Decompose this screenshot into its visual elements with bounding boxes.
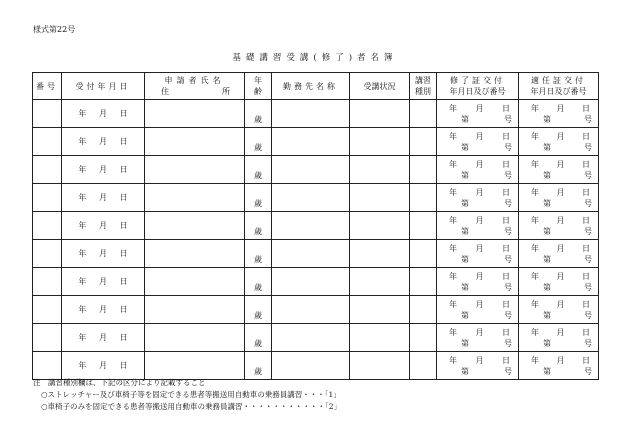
workplace-cell[interactable] [272,212,350,240]
qualification-cert-cell[interactable] [519,184,599,212]
number-prefix-label: 第 [543,310,551,320]
attendance-cell[interactable] [350,212,410,240]
page-title: 基礎講習受講(修了)者名簿 [232,53,398,63]
applicant-cell[interactable] [145,184,245,212]
attendance-cell[interactable] [350,296,410,324]
year-label: 年 [449,327,457,337]
received-date-cell[interactable] [62,100,145,128]
header-row [33,73,599,100]
age-cell[interactable] [245,128,272,156]
day-label: 日 [119,249,128,258]
year-label: 年 [531,103,539,113]
attendance-cell[interactable] [350,324,410,352]
applicant-cell[interactable] [145,352,245,380]
month-label: 月 [556,243,565,253]
day-label: 日 [502,271,510,281]
age-cell[interactable] [245,212,272,240]
month-label: 月 [556,131,565,141]
year-label: 年 [449,355,457,365]
number-cell[interactable] [33,128,62,156]
month-label: 月 [475,243,484,253]
day-label: 日 [582,271,590,281]
number-suffix-label: 号 [504,198,512,208]
number-cell[interactable] [33,156,62,184]
number-cell[interactable] [33,324,62,352]
applicant-cell[interactable] [145,324,245,352]
applicant-cell[interactable] [145,156,245,184]
notes-item-2: ○車椅子のみを固定できる患者等搬送用自動車の乗務員講習・・・・・・・・・・・「2」 [41,402,342,411]
register-table [32,72,599,380]
month-label: 月 [556,327,565,337]
day-label: 日 [582,103,590,113]
day-label: 日 [502,131,510,141]
age-cell[interactable] [245,100,272,128]
completion-cert-cell[interactable] [437,100,519,128]
header-attendance: 受講状況 [350,73,410,100]
day-label: 日 [119,333,128,342]
month-label: 月 [475,187,484,197]
age-cell[interactable] [245,156,272,184]
table-row [33,156,599,184]
year-label: 年 [78,333,87,342]
day-label: 日 [582,299,590,309]
age-cell[interactable] [245,324,272,352]
month-label: 月 [98,305,107,314]
attendance-cell[interactable] [350,184,410,212]
completion-cert-cell[interactable] [437,352,519,380]
year-label: 年 [449,159,457,169]
qualification-cert-cell[interactable] [519,324,599,352]
attendance-cell[interactable] [350,352,410,380]
year-label: 年 [449,243,457,253]
month-label: 月 [475,355,484,365]
header-applicant-name: 申請者氏名 [164,76,225,85]
number-prefix-label: 第 [543,366,551,376]
number-suffix-label: 号 [584,254,592,264]
day-label: 日 [502,243,510,253]
year-label: 年 [449,299,457,309]
number-prefix-label: 第 [543,114,551,124]
course-type-cell[interactable] [410,128,437,156]
received-date-cell[interactable] [62,184,145,212]
number-prefix-label: 第 [461,114,469,124]
workplace-cell[interactable] [272,184,350,212]
number-suffix-label: 号 [504,366,512,376]
number-prefix-label: 第 [543,338,551,348]
age-cell[interactable] [245,240,272,268]
table-row [33,352,599,380]
form-number: 様式第22号 [33,25,76,34]
number-suffix-label: 号 [584,198,592,208]
attendance-cell[interactable] [350,128,410,156]
table-row [33,100,599,128]
day-label: 日 [502,159,510,169]
day-label: 日 [502,355,510,365]
table-row [33,268,599,296]
age-unit-label: 歳 [254,255,262,264]
workplace-cell[interactable] [272,268,350,296]
course-type-cell[interactable] [410,212,437,240]
completion-cert-cell[interactable] [437,212,519,240]
month-label: 月 [556,271,565,281]
day-label: 日 [119,305,128,314]
received-date-cell[interactable] [62,324,145,352]
age-cell[interactable] [245,268,272,296]
month-label: 月 [98,221,107,230]
qualification-cert-cell[interactable] [519,268,599,296]
number-suffix-label: 号 [584,142,592,152]
applicant-cell[interactable] [145,100,245,128]
year-label: 年 [531,355,539,365]
year-label: 年 [449,215,457,225]
year-label: 年 [531,327,539,337]
number-prefix-label: 第 [543,282,551,292]
month-label: 月 [556,215,565,225]
age-cell[interactable] [245,296,272,324]
year-label: 年 [449,187,457,197]
received-date-cell[interactable] [62,296,145,324]
year-label: 年 [531,159,539,169]
month-label: 月 [98,193,107,202]
month-label: 月 [475,159,484,169]
completion-cert-cell[interactable] [437,296,519,324]
applicant-cell[interactable] [145,268,245,296]
year-label: 年 [531,187,539,197]
number-prefix-label: 第 [461,310,469,320]
notes [33,377,341,413]
year-label: 年 [531,131,539,141]
year-label: 年 [78,249,87,258]
received-date-cell[interactable] [62,212,145,240]
number-suffix-label: 号 [504,142,512,152]
day-label: 日 [119,109,128,118]
day-label: 日 [119,165,128,174]
age-cell[interactable] [245,184,272,212]
number-suffix-label: 号 [504,338,512,348]
number-cell[interactable] [33,240,62,268]
day-label: 日 [119,137,128,146]
month-label: 月 [98,277,107,286]
day-label: 日 [582,243,590,253]
day-label: 日 [502,215,510,225]
number-cell[interactable] [33,296,62,324]
course-type-cell[interactable] [410,268,437,296]
qualification-cert-cell[interactable] [519,156,599,184]
number-prefix-label: 第 [461,366,469,376]
workplace-cell[interactable] [272,128,350,156]
year-label: 年 [449,131,457,141]
age-unit-label: 歳 [254,171,262,180]
attendance-cell[interactable] [350,100,410,128]
number-suffix-label: 号 [504,114,512,124]
age-unit-label: 歳 [254,283,262,292]
workplace-cell[interactable] [272,352,350,380]
workplace-cell[interactable] [272,324,350,352]
applicant-cell[interactable] [145,212,245,240]
age-unit-label: 歳 [254,227,262,236]
header-workplace: 勤務先名称 [272,73,350,100]
completion-cert-cell[interactable] [437,324,519,352]
day-label: 日 [502,327,510,337]
year-label: 年 [449,271,457,281]
number-suffix-label: 号 [504,226,512,236]
table-row [33,240,599,268]
header-address-label [161,86,230,97]
header-address-char: 住 [161,87,169,96]
header-received-date: 受付年月日 [62,73,145,100]
month-label: 月 [98,109,107,118]
number-prefix-label: 第 [461,198,469,208]
course-type-cell[interactable] [410,324,437,352]
number-prefix-label: 第 [461,254,469,264]
workplace-cell[interactable] [272,156,350,184]
course-type-cell[interactable] [410,184,437,212]
header-applicant-address [145,86,244,97]
number-prefix-label: 第 [543,198,551,208]
received-date-cell[interactable] [62,240,145,268]
month-label: 月 [556,103,565,113]
month-label: 月 [98,249,107,258]
number-prefix-label: 第 [543,142,551,152]
number-suffix-label: 号 [584,114,592,124]
year-label: 年 [449,103,457,113]
header-qualification-cert: 適任証交付 年月日及び番号 [519,73,599,100]
year-label: 年 [531,271,539,281]
year-label: 年 [78,137,87,146]
month-label: 月 [556,187,565,197]
workplace-cell[interactable] [272,100,350,128]
attendance-cell[interactable] [350,156,410,184]
table-row [33,128,599,156]
number-suffix-label: 号 [504,310,512,320]
month-label: 月 [475,327,484,337]
header-address-char: 所 [222,87,230,96]
year-label: 年 [78,305,87,314]
number-suffix-label: 号 [584,226,592,236]
header-course-type: 講習 種別 [410,73,437,100]
table-row [33,296,599,324]
age-unit-label: 歳 [254,143,262,152]
year-label: 年 [531,243,539,253]
workplace-cell[interactable] [272,240,350,268]
number-prefix-label: 第 [461,170,469,180]
number-cell[interactable] [33,184,62,212]
month-label: 月 [98,333,107,342]
age-unit-label: 歳 [254,115,262,124]
month-label: 月 [98,137,107,146]
year-label: 年 [78,221,87,230]
number-prefix-label: 第 [461,282,469,292]
number-suffix-label: 号 [584,282,592,292]
age-unit-label: 歳 [254,311,262,320]
completion-cert-cell[interactable] [437,184,519,212]
table-row [33,324,599,352]
month-label: 月 [98,361,107,370]
age-unit-label: 歳 [254,367,262,376]
day-label: 日 [502,299,510,309]
day-label: 日 [582,187,590,197]
qualification-cert-cell[interactable] [519,352,599,380]
qualification-cert-cell[interactable] [519,128,599,156]
month-label: 月 [556,355,565,365]
applicant-cell[interactable] [145,240,245,268]
month-label: 月 [475,215,484,225]
year-label: 年 [78,165,87,174]
header-age: 年 齢 [245,73,272,100]
number-prefix-label: 第 [543,170,551,180]
day-label: 日 [119,193,128,202]
age-unit-label: 歳 [254,339,262,348]
year-label: 年 [78,361,87,370]
number-suffix-label: 号 [584,310,592,320]
notes-heading: 注 講習種別欄は、下記の区分により記載すること [33,378,206,387]
number-prefix-label: 第 [543,254,551,264]
completion-cert-cell[interactable] [437,156,519,184]
header-number: 番号 [33,73,62,100]
month-label: 月 [98,165,107,174]
number-prefix-label: 第 [461,226,469,236]
completion-cert-cell[interactable] [437,268,519,296]
number-suffix-label: 号 [584,338,592,348]
year-label: 年 [78,109,87,118]
header-completion-cert: 修了証交付 年月日及び番号 [437,73,519,100]
number-suffix-label: 号 [504,282,512,292]
age-unit-label: 歳 [254,199,262,208]
completion-cert-cell[interactable] [437,240,519,268]
number-cell[interactable] [33,212,62,240]
day-label: 日 [582,159,590,169]
day-label: 日 [119,361,128,370]
attendance-cell[interactable] [350,240,410,268]
day-label: 日 [582,215,590,225]
year-label: 年 [78,193,87,202]
qualification-cert-cell[interactable] [519,240,599,268]
course-type-cell[interactable] [410,100,437,128]
year-label: 年 [78,277,87,286]
year-label: 年 [531,215,539,225]
notes-item-1: ○ストレッチャー及び車椅子等を固定できる患者等搬送用自動車の乗務員講習・・・「1」 [41,390,341,399]
table-row [33,184,599,212]
day-label: 日 [582,131,590,141]
number-suffix-label: 号 [504,170,512,180]
day-label: 日 [582,355,590,365]
applicant-cell[interactable] [145,296,245,324]
course-type-cell[interactable] [410,240,437,268]
qualification-cert-cell[interactable] [519,296,599,324]
applicant-cell[interactable] [145,128,245,156]
number-suffix-label: 号 [584,366,592,376]
month-label: 月 [556,159,565,169]
table-row [33,212,599,240]
year-label: 年 [531,299,539,309]
register-body [33,100,599,380]
month-label: 月 [475,271,484,281]
number-cell[interactable] [33,268,62,296]
course-type-cell[interactable] [410,296,437,324]
number-prefix-label: 第 [543,226,551,236]
day-label: 日 [119,277,128,286]
month-label: 月 [475,299,484,309]
day-label: 日 [502,103,510,113]
received-date-cell[interactable] [62,156,145,184]
month-label: 月 [556,299,565,309]
course-type-cell[interactable] [410,156,437,184]
number-prefix-label: 第 [461,338,469,348]
age-cell[interactable] [245,352,272,380]
completion-cert-cell[interactable] [437,128,519,156]
number-cell[interactable] [33,352,62,380]
number-cell[interactable] [33,100,62,128]
qualification-cert-cell[interactable] [519,100,599,128]
received-date-cell[interactable] [62,128,145,156]
number-suffix-label: 号 [504,254,512,264]
qualification-cert-cell[interactable] [519,212,599,240]
day-label: 日 [582,327,590,337]
attendance-cell[interactable] [350,268,410,296]
month-label: 月 [475,103,484,113]
course-type-cell[interactable] [410,352,437,380]
received-date-cell[interactable] [62,352,145,380]
month-label: 月 [475,131,484,141]
workplace-cell[interactable] [272,296,350,324]
number-suffix-label: 号 [584,170,592,180]
number-prefix-label: 第 [461,142,469,152]
day-label: 日 [502,187,510,197]
received-date-cell[interactable] [62,268,145,296]
header-applicant [145,73,245,100]
day-label: 日 [119,221,128,230]
